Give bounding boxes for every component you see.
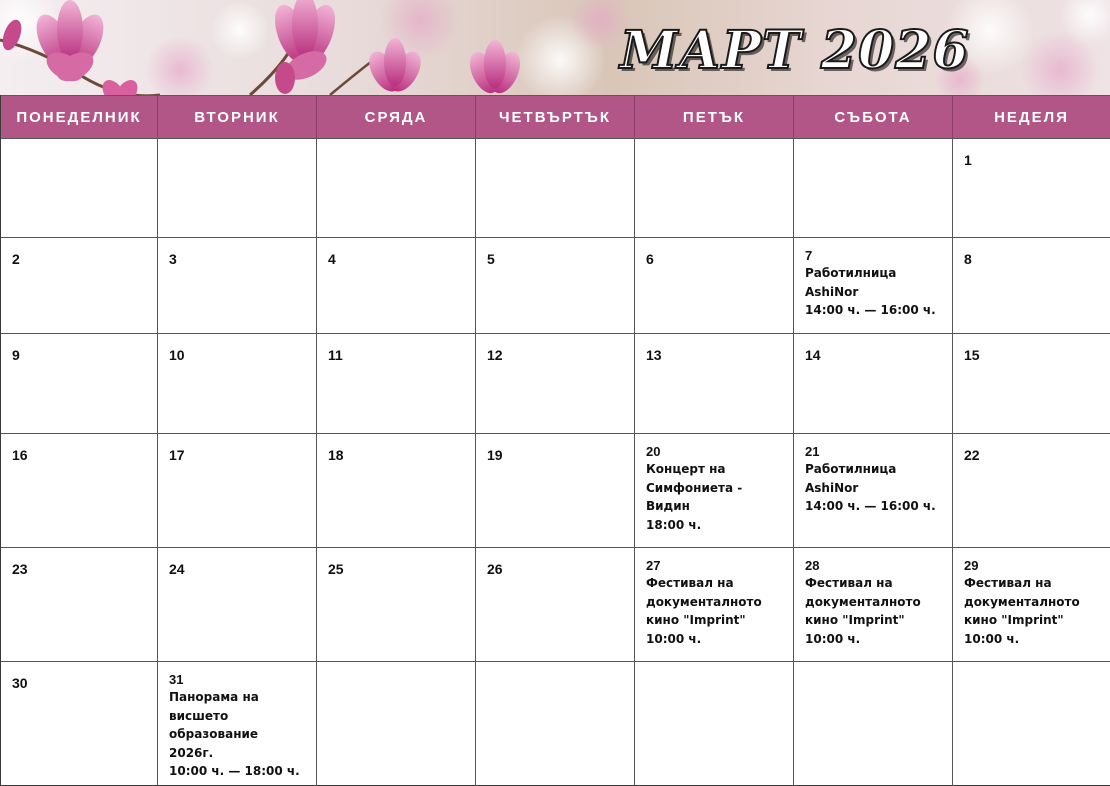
- day-cell-1: [953, 138, 1110, 237]
- day-number: 7: [805, 248, 813, 263]
- day-cell-13: [635, 333, 794, 433]
- weekday-header-monday: ПОНЕДЕЛНИК: [1, 95, 158, 138]
- empty-day-cell: [635, 138, 794, 237]
- event-text: Фестивал на документалното кино "Imprint" 10:00 ч.: [646, 576, 762, 646]
- event-text: Работилница AshiNor 14:00 ч. — 16:00 ч.: [805, 266, 936, 317]
- event-text: Работилница AshiNor 14:00 ч. — 16:00 ч.: [805, 462, 936, 513]
- day-number: 12: [487, 347, 503, 363]
- day-cell-22: [953, 433, 1110, 547]
- empty-day-cell: [317, 661, 476, 786]
- day-number: 1: [964, 152, 972, 168]
- day-cell-23: [1, 547, 158, 661]
- day-number: 24: [169, 561, 185, 577]
- empty-day-cell: [1, 138, 158, 237]
- calendar-title: МАРТ 2026: [620, 20, 970, 81]
- day-number: 31: [169, 672, 184, 687]
- day-number: 5: [487, 251, 495, 267]
- day-cell-14: [794, 333, 953, 433]
- weekday-header-thursday: ЧЕТВЪРТЪК: [476, 95, 635, 138]
- empty-day-cell: [476, 661, 635, 786]
- day-cell-25: [317, 547, 476, 661]
- event-text: Фестивал на документалното кино "Imprint" 10:00 ч.: [964, 576, 1080, 646]
- day-cell-27: [635, 547, 794, 661]
- day-cell-31: [158, 661, 317, 786]
- weekday-header-saturday: СЪБОТА: [794, 95, 953, 138]
- day-number: 13: [646, 347, 662, 363]
- day-number: 29: [964, 558, 979, 573]
- day-number: 19: [487, 447, 503, 463]
- day-cell-7: [794, 237, 953, 333]
- day-cell-9: [1, 333, 158, 433]
- empty-day-cell: [476, 138, 635, 237]
- day-cell-8: [953, 237, 1110, 333]
- day-cell-30: [1, 661, 158, 786]
- day-number: 26: [487, 561, 503, 577]
- day-cell-17: [158, 433, 317, 547]
- day-number: 2: [12, 251, 20, 267]
- day-cell-28: [794, 547, 953, 661]
- day-number: 10: [169, 347, 185, 363]
- empty-day-cell: [953, 661, 1110, 786]
- day-cell-18: [317, 433, 476, 547]
- empty-day-cell: [635, 661, 794, 786]
- empty-day-cell: [158, 138, 317, 237]
- day-cell-11: [317, 333, 476, 433]
- day-number: 30: [12, 675, 28, 691]
- day-number: 14: [805, 347, 821, 363]
- day-cell-4: [317, 237, 476, 333]
- day-number: 18: [328, 447, 344, 463]
- day-cell-15: [953, 333, 1110, 433]
- day-cell-6: [635, 237, 794, 333]
- event-text: Панорама на висшето образование 2026г. 10:00 ч. — 18:00 ч.: [169, 690, 300, 778]
- day-number: 17: [169, 447, 185, 463]
- day-cell-26: [476, 547, 635, 661]
- day-number: 22: [964, 447, 980, 463]
- day-cell-12: [476, 333, 635, 433]
- magnolia-banner: [0, 0, 1110, 95]
- event-text: Фестивал на документалното кино "Imprint" 10:00 ч.: [805, 576, 921, 646]
- day-cell-24: [158, 547, 317, 661]
- day-cell-2: [1, 237, 158, 333]
- day-number: 15: [964, 347, 980, 363]
- day-cell-10: [158, 333, 317, 433]
- day-cell-19: [476, 433, 635, 547]
- day-number: 6: [646, 251, 654, 267]
- weekday-header-wednesday: СРЯДА: [317, 95, 476, 138]
- day-cell-3: [158, 237, 317, 333]
- day-cell-21: [794, 433, 953, 547]
- day-number: 8: [964, 251, 972, 267]
- event-text: Концерт на Симфониета - Видин 18:00 ч.: [646, 462, 743, 532]
- day-number: 20: [646, 444, 661, 459]
- day-number: 21: [805, 444, 820, 459]
- empty-day-cell: [794, 138, 953, 237]
- day-number: 4: [328, 251, 336, 267]
- weekday-header-friday: ПЕТЪК: [635, 95, 794, 138]
- day-cell-29: [953, 547, 1110, 661]
- day-cell-16: [1, 433, 158, 547]
- calendar-grid: [0, 95, 1110, 786]
- empty-day-cell: [794, 661, 953, 786]
- weekday-header-tuesday: ВТОРНИК: [158, 95, 317, 138]
- day-number: 16: [12, 447, 28, 463]
- day-number: 3: [169, 251, 177, 267]
- day-number: 11: [328, 347, 343, 363]
- day-cell-20: [635, 433, 794, 547]
- day-number: 25: [328, 561, 344, 577]
- day-number: 9: [12, 347, 20, 363]
- day-number: 27: [646, 558, 661, 573]
- empty-day-cell: [317, 138, 476, 237]
- day-number: 23: [12, 561, 28, 577]
- day-number: 28: [805, 558, 820, 573]
- weekday-header-sunday: НЕДЕЛЯ: [953, 95, 1110, 138]
- day-cell-5: [476, 237, 635, 333]
